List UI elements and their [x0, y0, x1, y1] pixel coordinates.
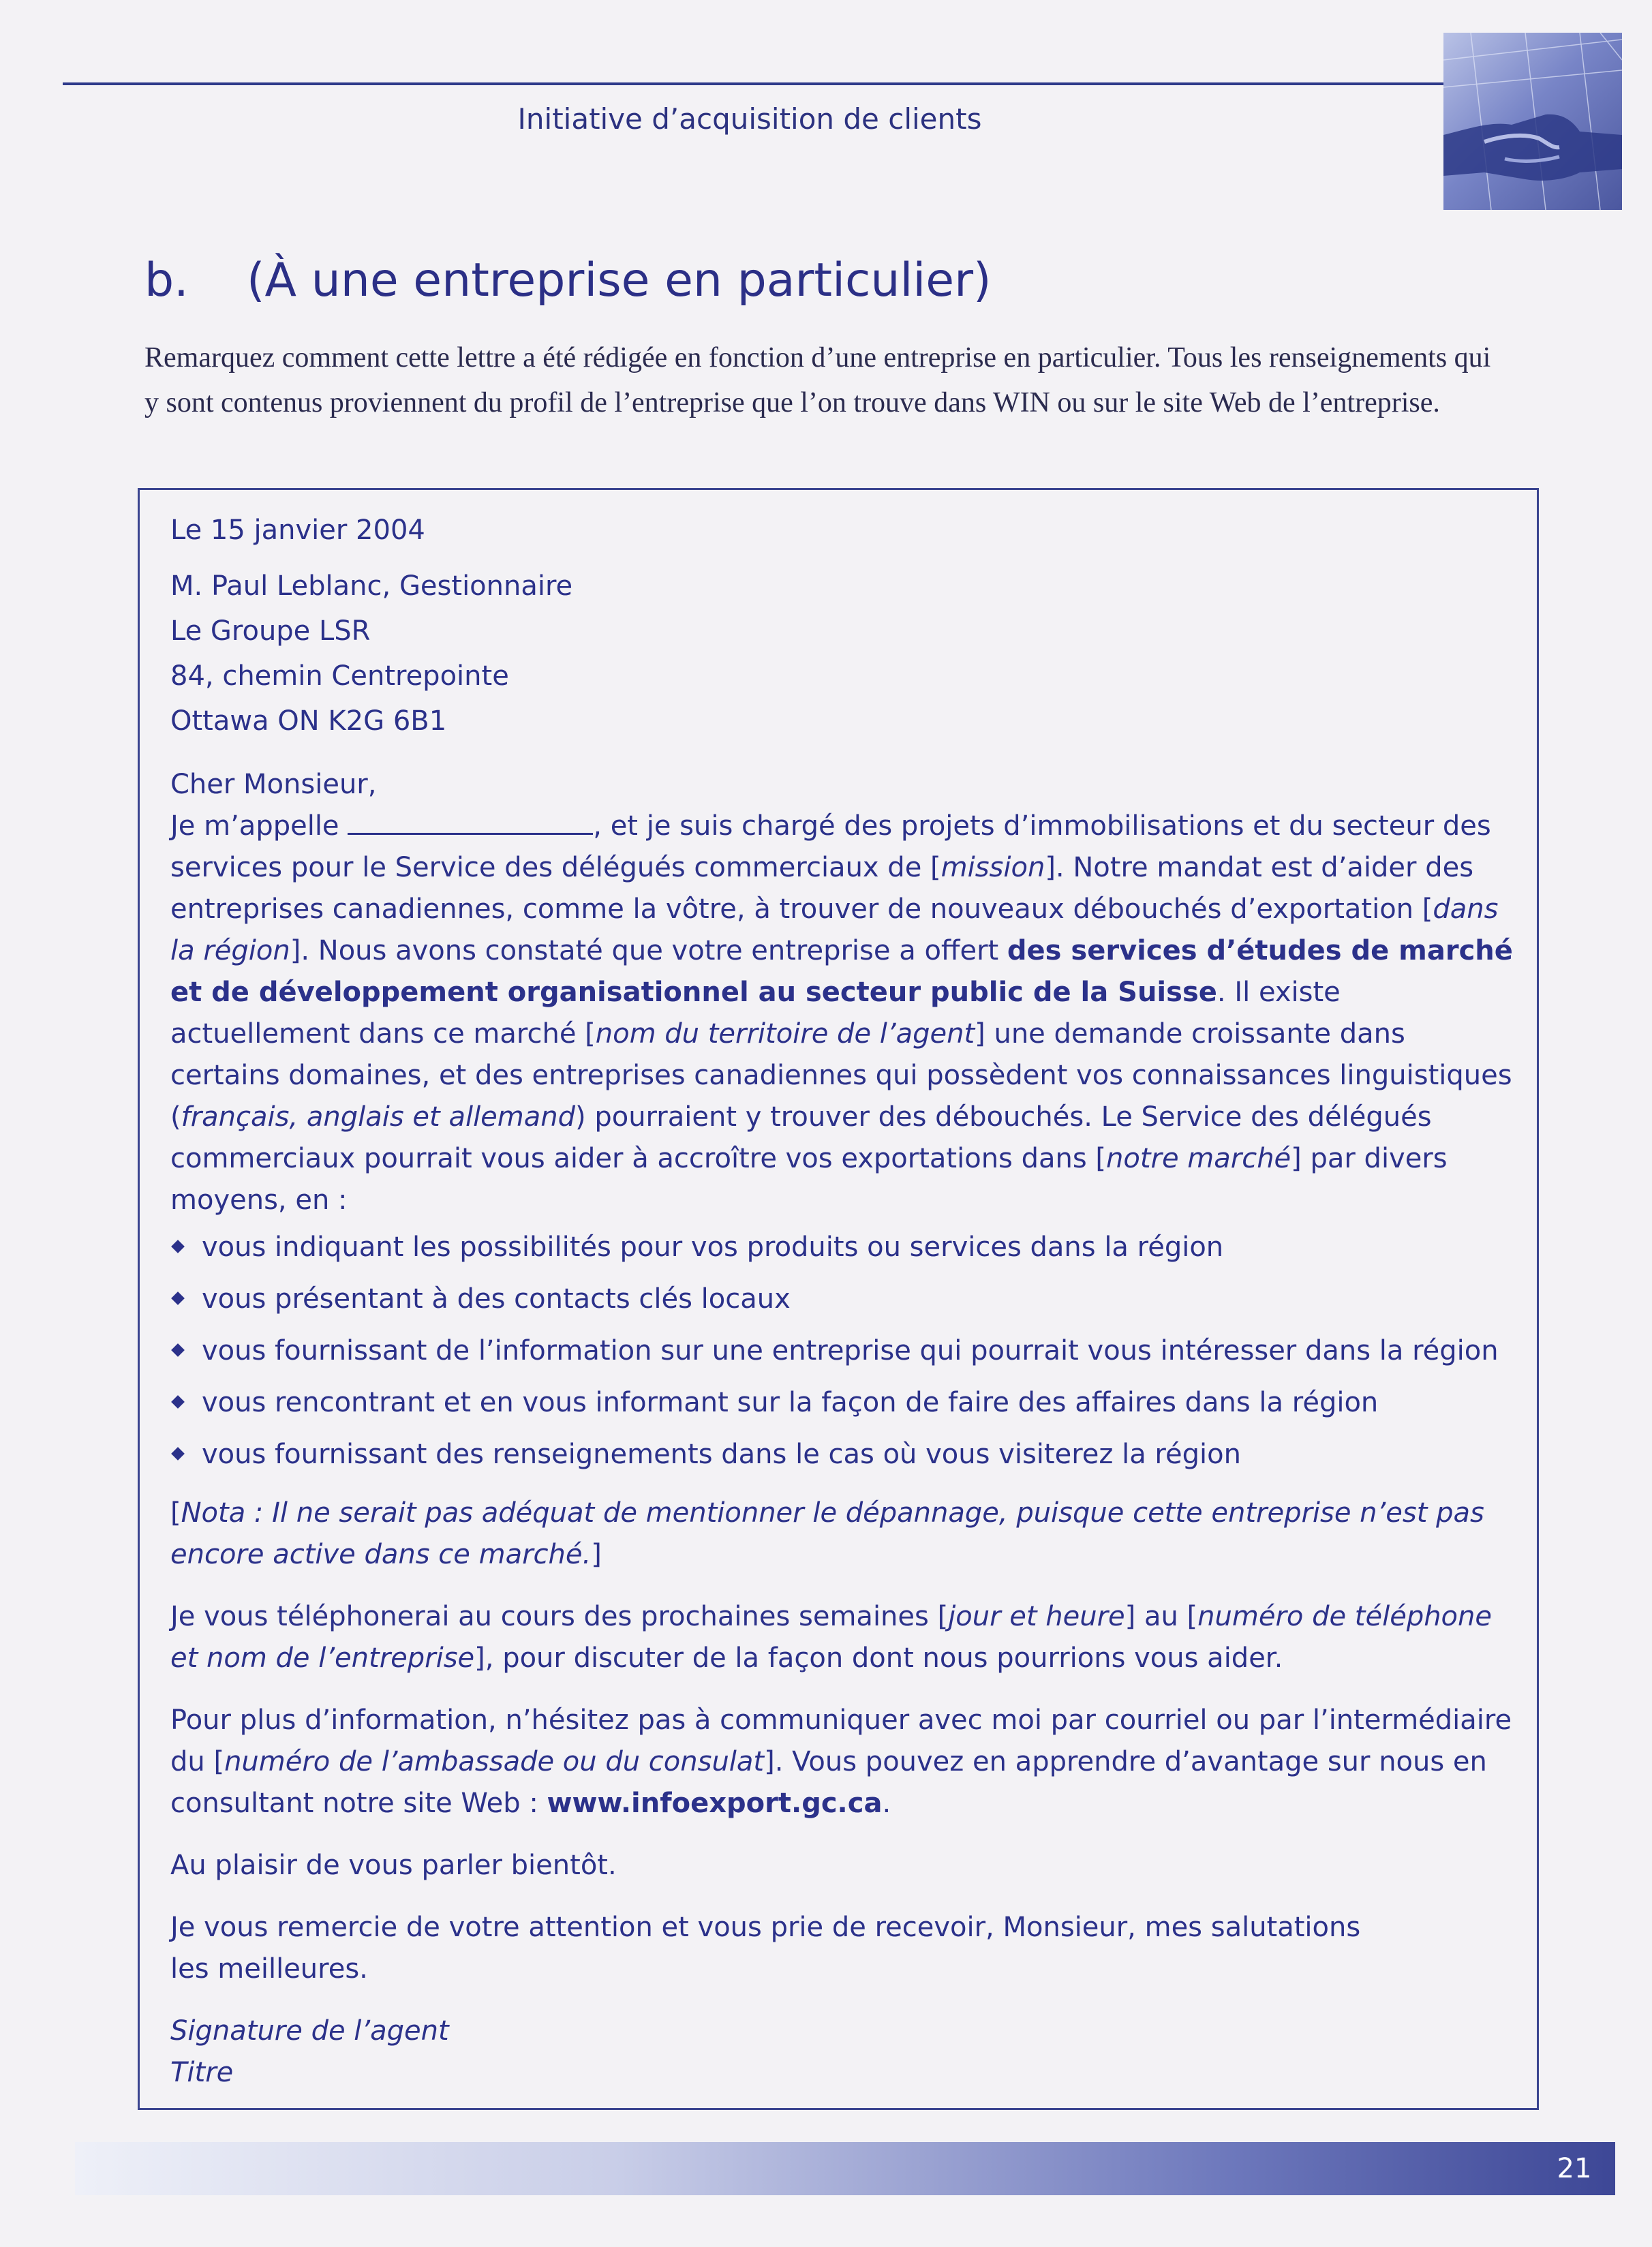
address-line: 84, chemin Centrepointe	[170, 660, 509, 692]
website-link[interactable]: www.infoexport.gc.ca	[547, 1788, 883, 1819]
address-line: Le Groupe LSR	[170, 615, 371, 647]
diamond-bullet-icon	[171, 1240, 185, 1253]
nota-note: [Nota : Il ne serait pas adéquat de mentionner le dépannage, puisque cette entreprise n’est pas encore active dans ce marché.]	[170, 1497, 1484, 1570]
sample-letter	[170, 510, 1520, 2094]
section-heading	[144, 254, 992, 307]
header-rule	[63, 82, 1453, 85]
footer-bar	[75, 2142, 1615, 2195]
address-line: Ottawa ON K2G 6B1	[170, 705, 447, 737]
diamond-bullet-icon	[171, 1395, 185, 1409]
section-letter: b.	[144, 254, 189, 307]
letter-date: Le 15 janvier 2004	[170, 515, 425, 546]
letter-paragraph-phone: Je vous téléphonerai au cours des prochaines semaines [jour et heure] au [numéro de téléphone et nom de l’entreprise], pour discuter de la façon dont nous pourrions vous aider.	[170, 1601, 1492, 1674]
closing-line: Au plaisir de vous parler bientôt.	[170, 1850, 617, 1881]
intro-paragraph: Remarquez comment cette lettre a été rédigée en fonction d’une entreprise en particulier. Tous les renseignements qui y sont contenus proviennent du profil de l’entreprise que l’on trouve dans WIN ou sur le site Web de l’entreprise.	[144, 342, 1491, 418]
recipient-address	[170, 564, 1520, 744]
list-item: vous fournissant de l’information sur une entreprise qui pourrait vous intéresser dans la région	[170, 1325, 1520, 1377]
diamond-bullet-icon	[171, 1343, 185, 1357]
salutation: Cher Monsieur,	[170, 769, 377, 800]
signature-title: Titre	[170, 2057, 234, 2088]
page-number: 21	[1557, 2153, 1592, 2184]
list-item: vous indiquant les possibilités pour vos produits ou services dans la région	[170, 1221, 1520, 1273]
address-line: M. Paul Leblanc, Gestionnaire	[170, 570, 573, 602]
handshake-icon	[1443, 33, 1622, 210]
diamond-bullet-icon	[171, 1291, 185, 1305]
letter-paragraph-contact: Pour plus d’information, n’hésitez pas à communiquer avec moi par courriel ou par l’intermédiaire du [numéro de l’ambassade ou du consulat]. Vous pouvez en apprendre d’avantage sur nous en consultant notre site Web : www.infoexport.gc.ca.	[170, 1705, 1512, 1819]
diamond-bullet-icon	[171, 1447, 185, 1461]
signature: Signature de l’agent	[170, 2015, 449, 2047]
closing-formula: Je vous remercie de votre attention et vous prie de recevoir, Monsieur, mes salutations les meilleures.	[170, 1912, 1361, 1985]
services-list	[170, 1221, 1520, 1480]
handshake-photo	[1443, 33, 1622, 210]
name-blank	[348, 808, 593, 835]
list-item: vous rencontrant et en vous informant sur la façon de faire des affaires dans la région	[170, 1377, 1520, 1428]
list-item: vous présentant à des contacts clés locaux	[170, 1273, 1520, 1325]
list-item: vous fournissant des renseignements dans le cas où vous visiterez la région	[170, 1428, 1520, 1480]
section-title: (À une entreprise en particulier)	[247, 254, 992, 307]
letter-paragraph-intro: Je m’appelle , et je suis chargé des projets d’immobilisations et du secteur des services pour le Service des délégués commerciaux de [mission]. Notre mandat est d’aider des entreprises canadiennes, comme la vôtre, à trouver de nouveaux débouchés d’exportation [dans la région]. Nous avons constaté que votre entreprise a offert des services d’études de marché et de développement organisationnel au secteur public de la Suisse. Il existe actuellement dans ce marché [nom du territoire de l’agent] une demande croissante dans certains domaines, et des entreprises canadiennes qui possèdent vos connaissances linguistiques (français, anglais et allemand) pourraient y trouver des débouchés. Le Service des délégués commerciaux pourrait vous aider à accroître vos exportations dans [notre marché] par divers moyens, en :	[170, 806, 1520, 1221]
header-title: Initiative d’acquisition de clients	[517, 102, 982, 136]
